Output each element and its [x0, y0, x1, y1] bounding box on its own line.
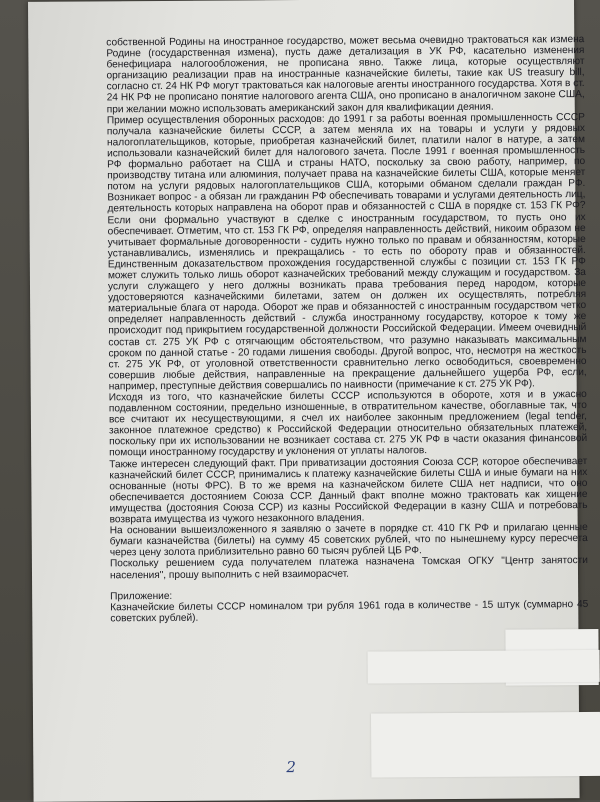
paragraph: Также интересен следующий факт. При приватизации достояния Союза ССР, которое обеспечивает казначейский билет СССР, принимались к платежу казначейские билеты США и иные бумаги на них основанные (ноты ФРС). В то же время на казначейском билете США нет надписи, что оно обеспечивается достоянием Союза ССР. Данный факт вполне можно трактовать как хищение имущества (достояния Союза ССР) из казны Российской Федерации в казну США и потребовать возврата имущества из чужого незаконного владения. — [109, 455, 588, 526]
appendix-text: Казначейские билеты СССР номиналом три рубля 1961 года в количестве - 15 штук (суммарно 45 советских рублей). — [110, 598, 589, 625]
redaction-block — [368, 650, 600, 684]
paragraph: собственной Родины на иностранное государство, может весьма очевидно трактоваться как измена Родине (государственная измена), пусть даже детализация в УК РФ, касательно изменения бенефициара налогообложения, не прописана явно. Также лица, которые осуществляют организацию реализации прав на иностранные казначейские билеты, такие как US treasury bill, согласно ст. 24 НК РФ могут трактоваться как налоговые агенты иностранного государства. Хотя в ст. 24 НК РФ не прописано понятие налогового агента США, оно прописано в аналогичном законе США, при желании можно использовать американский закон для квалификации деяния. — [106, 34, 585, 115]
paragraph: Пример осуществления оборонных расходов: до 1991 г за работы военная промышленность СССР получала казначейские билеты СССР, а затем меняла их на товары и услуги у рядовых налогоплательщиков, которые, приобретая казначейский билет, платили налог в натуре, а затем использовали казначейский билет для налогового зачета. После 1991 г военная промышленность РФ формально работает на США и страны НАТО, поскольку за свою работу, например, по производству титана или алюминия, получает права на казначейские билеты США, которые меняет потом на услуги рядовых налогоплательщиков США, которыми обманом сделали граждан РФ. Возникает вопрос - а обязан ли гражданин РФ обеспечивать товарами и услугами деятельность лиц, деятельность которых направлена на оборот прав и обязанностей с США в порядке ст. 153 ГК РФ? Если они формально участвуют в сделке с иностранным государством, то пусть оно их обеспечивает. Отметим, что ст. 153 ГК РФ, определяя направленность действий, никоим образом не учитывает формальные договоренности - судить нужно только по правам и обязанностям, которые устанавливались, изменялись и прекращались - то есть по обороту прав и обязанностей. Единственным доказательством прохождения государственной службы с позиции ст. 153 ГК РФ может служить только лишь оборот казначейских требований между служащим и государством. За услуги служащего у него должны возникать права требования перед народом, которые удостоверяются казначейскими билетами, затем он должен их осуществлять, потребляя материальные блага от народа. Оборот же прав и обязанностей с иностранным государством четко определяет направленность действий - служба иностранному государству, которое к тому же происходит под прикрытием государственной должности Российской Федерации. Имеем очевидный состав ст. 275 УК РФ с отягчающим обстоятельством, что разумно наказывать максимальным сроком по данной статье - 20 годами лишения свободы. Другой вопрос, что, несмотря на жесткость ст. 275 УК РФ, от уголовной ответственности сравнительно легко освободиться, своевременно совершив любые действия, направленные на прекращение дальнейшего ущерба РФ, если, например, преступные действия совершались по наивности (примечание к ст. 275 УК РФ). — [106, 111, 587, 393]
page-number: 2 — [286, 758, 296, 777]
document-body — [106, 34, 588, 624]
paper-sheet — [28, 0, 589, 802]
paragraph: На основании вышеизложенного я заявляю о зачете в порядке ст. 410 ГК РФ и прилагаю ценные бумаги казначейства (билеты) на сумму 45 советских рублей, что по нынешнему курсу пересчета через цену золота приблизительно равно 60 тысяч рублей ЦБ РФ. — [109, 522, 588, 559]
paragraph: Исходя из того, что казначейские билеты СССР используются в обороте, хотя и в ужасно подавленном состоянии, предельно изношенные, в отвратительном качестве, обоглавные так, что все считают их несуществующими, я счел их наиболее законным предложением (legal tender, законное платежное средство) к Российской Федерации относительно обязательных платежей, поскольку при их использовании не возникает состава ст. 275 УК РФ в части оказания финансовой помощи иностранному государству и уклонения от уплаты налогов. — [108, 389, 588, 459]
appendix-title: Приложение: — [110, 590, 173, 602]
redaction-block — [371, 712, 600, 778]
paragraph: Поскольку решением суда получателем платежа назначена Томская ОГКУ "Центр занятости населения", прошу выполнить с ней взаиморасчет. — [109, 555, 588, 581]
